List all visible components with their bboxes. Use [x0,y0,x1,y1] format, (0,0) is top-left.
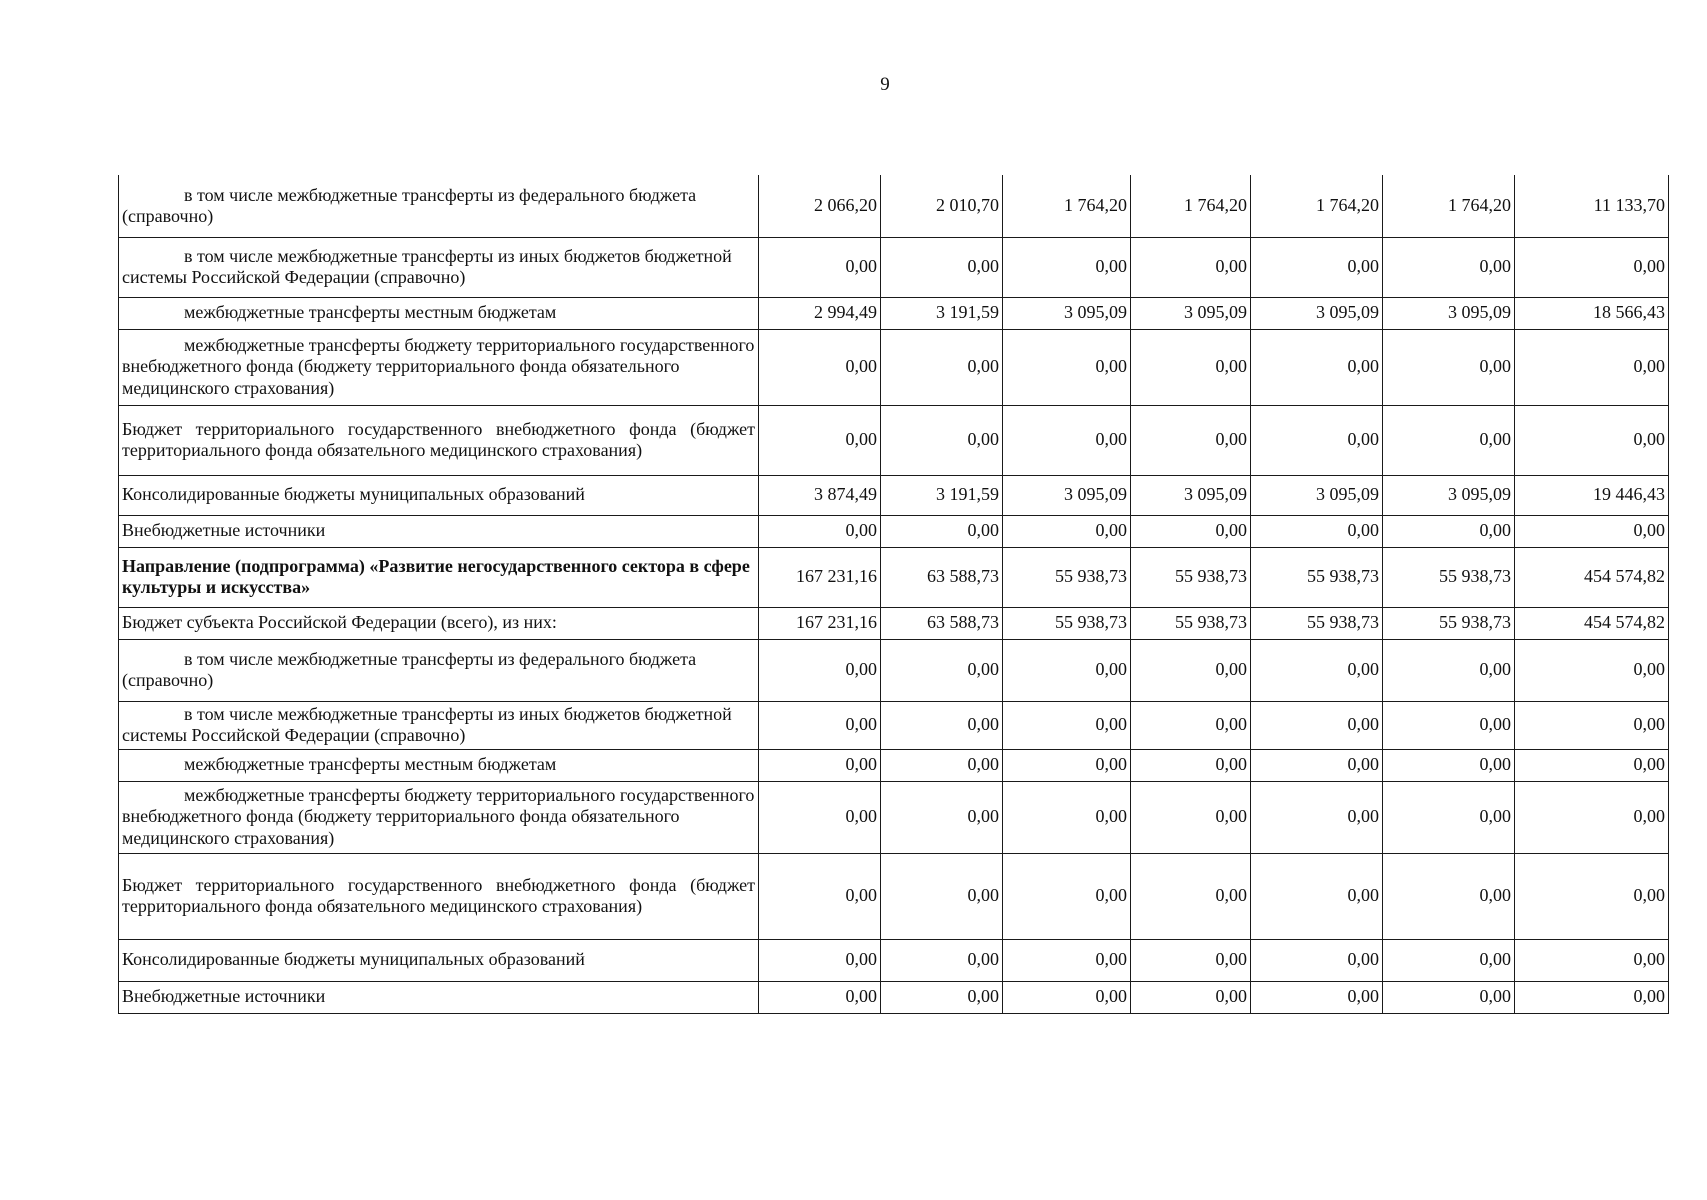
value-cell: 0,00 [1251,853,1383,939]
value-cell: 63 588,73 [881,547,1003,607]
row-label-cell [119,515,759,547]
value-cell: 0,00 [1251,639,1383,701]
row-label: Бюджет территориального государственного внебюджетного фонда (бюджет территориального фонда обязательного медицинского страхования) [122,418,755,460]
value-cell: 0,00 [1251,701,1383,749]
row-label: Внебюджетные источники [122,986,326,1007]
value-cell: 1 764,20 [1003,175,1131,237]
value-cell: 0,00 [881,329,1003,405]
value-cell: 0,00 [1515,405,1669,475]
value-cell: 55 938,73 [1003,607,1131,639]
value-cell: 1 764,20 [1383,175,1515,237]
value-cell: 0,00 [1383,701,1515,749]
value-cell: 0,00 [1515,781,1669,853]
row-label: Внебюджетные источники [122,520,326,541]
value-cell: 0,00 [1003,405,1131,475]
table-row [119,405,1669,475]
row-label: межбюджетные трансферты бюджету территориального государственного внебюджетного фонда (бюджету территориального фонда обязательного медицинского страхования) [122,785,755,848]
row-label: Консолидированные бюджеты муниципальных образований [122,949,585,970]
value-cell: 0,00 [1383,515,1515,547]
value-cell: 0,00 [1251,515,1383,547]
value-cell: 0,00 [1251,749,1383,781]
value-cell: 3 095,09 [1003,297,1131,329]
value-cell: 2 010,70 [881,175,1003,237]
value-cell: 0,00 [1003,237,1131,297]
table-row [119,639,1669,701]
table-row [119,237,1669,297]
row-label: в том числе межбюджетные трансферты из иных бюджетов бюджетной системы Российской Федерации (справочно) [122,245,732,287]
row-label-cell [119,939,759,981]
row-label-cell [119,701,759,749]
value-cell: 3 191,59 [881,475,1003,515]
value-cell: 0,00 [1251,939,1383,981]
value-cell: 0,00 [1383,939,1515,981]
value-cell: 0,00 [1515,749,1669,781]
value-cell: 0,00 [759,781,881,853]
value-cell: 0,00 [1251,981,1383,1013]
value-cell: 1 764,20 [1131,175,1251,237]
value-cell: 55 938,73 [1251,547,1383,607]
value-cell: 0,00 [881,639,1003,701]
value-cell: 18 566,43 [1515,297,1669,329]
table-row [119,749,1669,781]
value-cell: 0,00 [1251,237,1383,297]
value-cell: 0,00 [1003,639,1131,701]
value-cell: 0,00 [1131,939,1251,981]
value-cell: 0,00 [1251,405,1383,475]
value-cell: 0,00 [759,981,881,1013]
value-cell: 0,00 [881,939,1003,981]
value-cell: 3 095,09 [1251,297,1383,329]
value-cell: 0,00 [1003,749,1131,781]
value-cell: 0,00 [1003,853,1131,939]
value-cell: 0,00 [1383,749,1515,781]
row-label-cell [119,297,759,329]
value-cell: 3 191,59 [881,297,1003,329]
table-row [119,781,1669,853]
value-cell: 0,00 [1515,701,1669,749]
row-label-cell [119,475,759,515]
table-row [119,329,1669,405]
value-cell: 0,00 [881,405,1003,475]
value-cell: 0,00 [881,515,1003,547]
value-cell: 454 574,82 [1515,547,1669,607]
row-label: Бюджет территориального государственного внебюджетного фонда (бюджет территориального фонда обязательного медицинского страхования) [122,874,755,916]
value-cell: 3 095,09 [1251,475,1383,515]
row-label-cell [119,639,759,701]
value-cell: 0,00 [759,405,881,475]
row-label: межбюджетные трансферты бюджету территориального государственного внебюджетного фонда (бюджету территориального фонда обязательного медицинского страхования) [122,335,755,398]
table-row [119,853,1669,939]
row-label: Бюджет субъекта Российской Федерации (всего), из них: [122,612,557,633]
row-label-cell [119,607,759,639]
value-cell: 0,00 [1003,781,1131,853]
value-cell: 0,00 [1131,853,1251,939]
value-cell: 0,00 [1131,701,1251,749]
budget-table-body [119,175,1669,1013]
value-cell: 55 938,73 [1131,607,1251,639]
value-cell: 3 095,09 [1383,297,1515,329]
value-cell: 0,00 [1515,515,1669,547]
value-cell: 19 446,43 [1515,475,1669,515]
value-cell: 0,00 [1131,781,1251,853]
row-label-cell [119,749,759,781]
table-row [119,981,1669,1013]
row-label-cell [119,781,759,853]
value-cell: 0,00 [1131,515,1251,547]
value-cell: 2 994,49 [759,297,881,329]
row-label: межбюджетные трансферты местным бюджетам [184,302,557,323]
value-cell: 0,00 [759,939,881,981]
table-row [119,607,1669,639]
value-cell: 0,00 [881,749,1003,781]
value-cell: 55 938,73 [1383,607,1515,639]
row-label-cell [119,547,759,607]
value-cell: 0,00 [1003,981,1131,1013]
value-cell: 55 938,73 [1251,607,1383,639]
row-label: межбюджетные трансферты местным бюджетам [184,754,557,775]
value-cell: 0,00 [1383,853,1515,939]
value-cell: 55 938,73 [1131,547,1251,607]
value-cell: 454 574,82 [1515,607,1669,639]
value-cell: 55 938,73 [1383,547,1515,607]
table-row [119,701,1669,749]
value-cell: 0,00 [1383,329,1515,405]
value-cell: 0,00 [1003,329,1131,405]
value-cell: 3 095,09 [1131,475,1251,515]
value-cell: 0,00 [1383,639,1515,701]
value-cell: 0,00 [759,515,881,547]
table-row [119,475,1669,515]
value-cell: 0,00 [881,853,1003,939]
value-cell: 1 764,20 [1251,175,1383,237]
table-row [119,939,1669,981]
value-cell: 0,00 [1383,237,1515,297]
value-cell: 0,00 [1515,939,1669,981]
value-cell: 0,00 [1515,237,1669,297]
table-row [119,547,1669,607]
value-cell: 0,00 [881,237,1003,297]
value-cell: 0,00 [759,329,881,405]
value-cell: 0,00 [759,749,881,781]
value-cell: 0,00 [1003,701,1131,749]
value-cell: 3 095,09 [1003,475,1131,515]
value-cell: 0,00 [1383,405,1515,475]
value-cell: 0,00 [759,701,881,749]
value-cell: 0,00 [1515,981,1669,1013]
row-label-cell [119,329,759,405]
value-cell: 0,00 [1131,405,1251,475]
value-cell: 0,00 [1515,329,1669,405]
value-cell: 0,00 [1003,939,1131,981]
value-cell: 0,00 [1515,639,1669,701]
value-cell: 3 874,49 [759,475,881,515]
value-cell: 167 231,16 [759,547,881,607]
budget-table [118,175,1669,1014]
value-cell: 0,00 [1131,981,1251,1013]
value-cell: 0,00 [1383,981,1515,1013]
value-cell: 0,00 [1131,237,1251,297]
value-cell: 63 588,73 [881,607,1003,639]
value-cell: 3 095,09 [1383,475,1515,515]
value-cell: 0,00 [881,981,1003,1013]
table-row [119,297,1669,329]
value-cell: 0,00 [759,639,881,701]
value-cell: 0,00 [1131,749,1251,781]
page-number: 9 [880,74,890,95]
value-cell: 11 133,70 [1515,175,1669,237]
value-cell: 0,00 [1251,329,1383,405]
value-cell: 2 066,20 [759,175,881,237]
row-label-cell [119,853,759,939]
value-cell: 55 938,73 [1003,547,1131,607]
value-cell: 0,00 [1003,515,1131,547]
row-label-cell [119,981,759,1013]
value-cell: 0,00 [881,781,1003,853]
value-cell: 0,00 [1515,853,1669,939]
row-label: в том числе межбюджетные трансферты из иных бюджетов бюджетной системы Российской Федерации (справочно) [122,703,732,745]
value-cell: 0,00 [881,701,1003,749]
value-cell: 0,00 [759,237,881,297]
value-cell: 0,00 [1383,781,1515,853]
row-label: в том числе межбюджетные трансферты из федерального бюджета (справочно) [122,648,697,690]
row-label-cell [119,405,759,475]
row-label: в том числе межбюджетные трансферты из федерального бюджета (справочно) [122,184,697,226]
value-cell: 3 095,09 [1131,297,1251,329]
table-row [119,175,1669,237]
row-label: Направление (подпрограмма) «Развитие негосударственного сектора в сфере культуры и искусства» [122,555,750,597]
value-cell: 0,00 [1131,639,1251,701]
row-label-cell [119,237,759,297]
row-label-cell [119,175,759,237]
value-cell: 0,00 [1131,329,1251,405]
row-label: Консолидированные бюджеты муниципальных образований [122,484,585,505]
value-cell: 0,00 [1251,781,1383,853]
table-row [119,515,1669,547]
value-cell: 0,00 [759,853,881,939]
value-cell: 167 231,16 [759,607,881,639]
